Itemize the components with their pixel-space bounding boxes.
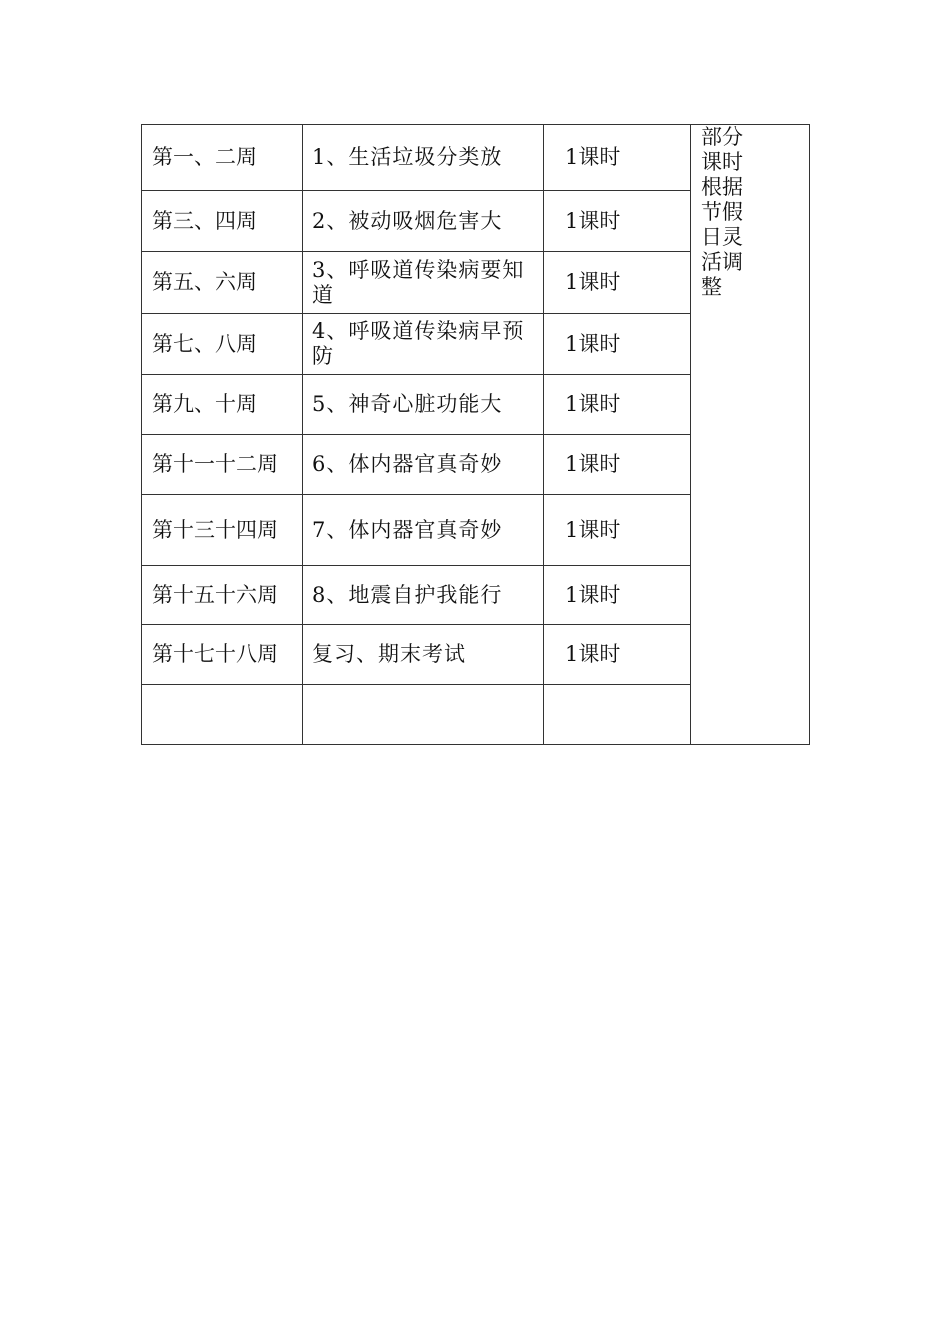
hours-cell: 1课时 [544, 191, 691, 252]
hours-cell: 1课时 [544, 566, 691, 625]
note-cell [691, 125, 810, 745]
hours-cell: 1课时 [544, 375, 691, 435]
hours-cell: 1课时 [544, 625, 691, 685]
week-cell [142, 685, 303, 745]
week-cell: 第十五十六周 [142, 566, 303, 625]
week-cell: 第九、十周 [142, 375, 303, 435]
topic-cell: 4、呼吸道传染病早预防 [303, 314, 544, 375]
week-cell: 第十七十八周 [142, 625, 303, 685]
topic-cell: 3、呼吸道传染病要知道 [303, 252, 544, 314]
week-cell: 第十一十二周 [142, 435, 303, 495]
topic-cell: 2、被动吸烟危害大 [303, 191, 544, 252]
topic-cell: 6、体内器官真奇妙 [303, 435, 544, 495]
week-cell: 第七、八周 [142, 314, 303, 375]
week-cell: 第一、二周 [142, 125, 303, 191]
topic-cell: 8、地震自护我能行 [303, 566, 544, 625]
hours-cell: 1课时 [544, 495, 691, 566]
topic-cell: 1、生活垃圾分类放 [303, 125, 544, 191]
hours-cell: 1课时 [544, 314, 691, 375]
schedule-table [141, 124, 810, 745]
topic-cell: 7、体内器官真奇妙 [303, 495, 544, 566]
week-cell: 第十三十四周 [142, 495, 303, 566]
week-cell: 第五、六周 [142, 252, 303, 314]
topic-cell: 5、神奇心脏功能大 [303, 375, 544, 435]
hours-cell: 1课时 [544, 252, 691, 314]
hours-cell [544, 685, 691, 745]
hours-cell: 1课时 [544, 125, 691, 191]
table-row [142, 125, 810, 191]
hours-cell: 1课时 [544, 435, 691, 495]
week-cell: 第三、四周 [142, 191, 303, 252]
topic-cell: 复习、期末考试 [303, 625, 544, 685]
note-text: 部分课时根据节假日灵活调整 [701, 125, 743, 299]
topic-cell [303, 685, 544, 745]
